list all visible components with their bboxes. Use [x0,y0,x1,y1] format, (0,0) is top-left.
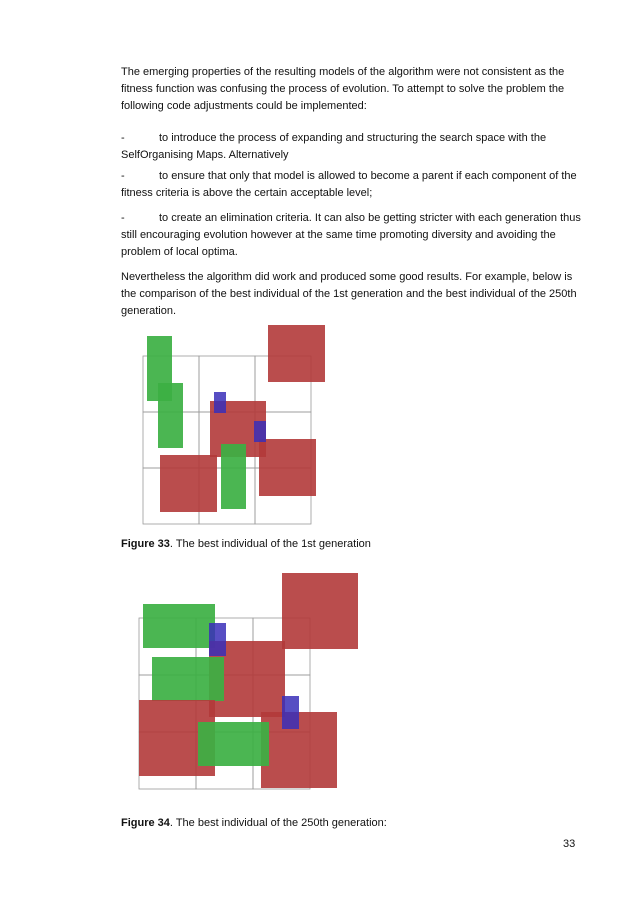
bullet-text: to ensure that only that model is allowed to become a parent if each component of the fitness criteria is above the certain acceptable level; [121,170,577,199]
bullet-dash: - [121,170,125,182]
intro-paragraph: The emerging properties of the resulting models of the algorithm were not consistent as the fitness function was confusing the process of evolution. To attempt to solve the problem the following code adjustments could be implemented: [121,66,565,112]
conclusion-paragraph: Nevertheless the algorithm did work and produced some good results. For example, below is the comparison of the best individual of the 1st generation and the best individual of the 250th generation. [121,271,577,317]
bullet-dash: - [121,212,125,224]
figure-label: Figure 34 [121,817,170,829]
green-block [198,722,269,766]
blue-block [209,623,226,656]
figure-caption-text: . The best individual of the 1st generation [169,538,371,550]
page-number: 33 [563,838,576,850]
green-block [143,604,215,648]
blue-block [282,696,299,729]
bullet-dash: - [121,132,125,144]
green-block [152,657,224,701]
figure-caption-text: . The best individual of the 250th generation: [169,817,387,829]
bullet-text: to create an elimination criteria. It can also be getting stricter with each generation thus still encouraging evolution however at the same time promoting diversity and avoiding the problem of local optima. [121,212,581,258]
red-block [282,573,358,649]
figure-34-caption [121,816,387,831]
bullet-text: to introduce the process of expanding and structuring the search space with the SelfOrganising Maps. Alternatively [121,132,547,161]
figure-label: Figure 33 [121,538,170,550]
